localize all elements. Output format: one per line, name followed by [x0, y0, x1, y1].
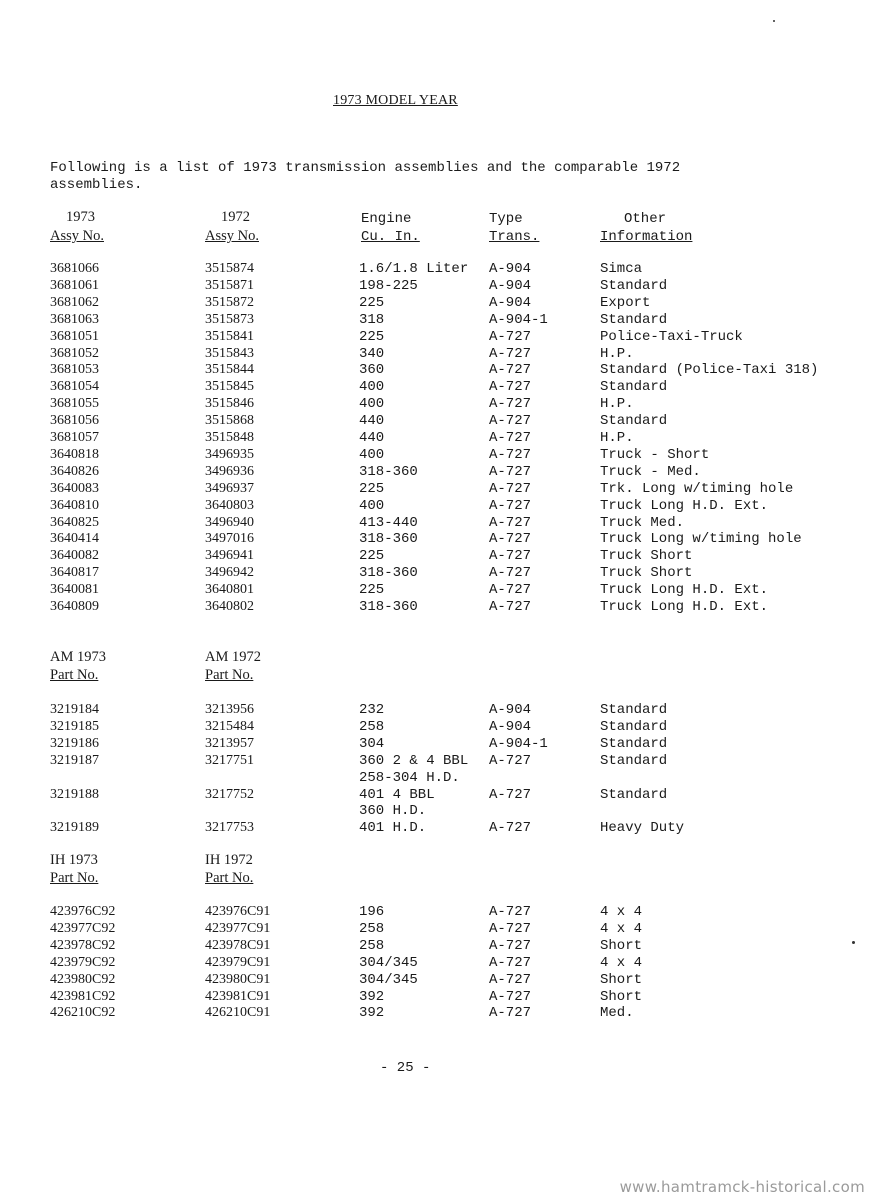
engine-cu-in-cell: 1.6/1.8 Liter — [359, 261, 469, 277]
other-info-cell: H.P. — [600, 345, 634, 362]
col1-header — [66, 208, 95, 226]
table-row — [0, 599, 871, 616]
trans-type-cell: A-727 — [489, 396, 532, 413]
trans-type-cell: A-727 — [489, 514, 532, 531]
table-row — [0, 770, 871, 787]
engine-cu-in-cell: 440 — [359, 413, 385, 430]
table-row — [0, 582, 871, 599]
assy-1973-cell: 3640817 — [50, 565, 99, 581]
engine-cu-in-cell: 360 H.D. — [359, 803, 427, 820]
trans-type-cell: A-727 — [489, 548, 532, 565]
assy-1973-cell: 3681055 — [50, 396, 99, 412]
trans-type-cell: A-727 — [489, 599, 532, 615]
col5-header-top: Other — [624, 211, 667, 227]
table-row — [0, 972, 871, 989]
assy-1972-cell: 3515844 — [205, 362, 254, 378]
assy-1973-cell: 3640082 — [50, 548, 99, 564]
engine-cu-in-cell: 318-360 — [359, 565, 418, 582]
other-info-cell: Truck - Short — [600, 446, 710, 463]
trans-type-cell: A-904-1 — [489, 311, 548, 328]
assy-1972-cell: 3217752 — [205, 786, 254, 802]
other-info-cell: Short — [600, 937, 643, 954]
assy-1973-cell: 3219185 — [50, 718, 99, 734]
engine-cu-in-cell: 225 — [359, 294, 385, 311]
table-row — [0, 820, 871, 837]
col1-header-bottom — [50, 227, 104, 245]
assy-1972-cell: 3640802 — [205, 599, 254, 614]
assy-1973-cell: 3681057 — [50, 430, 99, 445]
trans-type-cell: A-727 — [489, 379, 532, 396]
table-row — [0, 753, 871, 770]
engine-cu-in-cell: 225 — [359, 480, 385, 497]
engine-cu-in-cell: 318-360 — [359, 463, 418, 480]
ih-col2-header-top: IH 1972 — [205, 852, 253, 868]
assy-1972-cell: 423979C91 — [205, 954, 271, 970]
assy-1973-cell: 3219188 — [50, 786, 99, 802]
col3-header-label: Cu. In. — [361, 229, 420, 245]
other-info-cell: Heavy Duty — [600, 820, 685, 837]
assy-1973-cell: 423977C92 — [50, 920, 116, 936]
assy-1973-cell: 3219186 — [50, 735, 99, 751]
engine-cu-in-cell: 258 — [359, 718, 385, 735]
engine-cu-in-cell: 392 — [359, 988, 385, 1005]
intro-paragraph: Following is a list of 1973 transmission assemblies and the comparable 1972 assemblies. — [50, 160, 681, 193]
other-info-cell: Standard — [600, 786, 668, 803]
table-row — [0, 702, 871, 719]
assy-1973-cell: 3681056 — [50, 413, 99, 429]
engine-cu-in-cell: 392 — [359, 1005, 385, 1022]
assy-1972-cell: 3515868 — [205, 413, 254, 429]
table-row — [0, 413, 871, 430]
col4-header-label: Trans. — [489, 229, 540, 245]
table-row — [0, 565, 871, 582]
assy-1972-cell: 3515873 — [205, 311, 254, 327]
assy-1973-cell: 3681063 — [50, 311, 99, 327]
engine-cu-in-cell: 401 4 BBL — [359, 786, 435, 803]
table-row — [0, 531, 871, 548]
trans-type-cell: A-727 — [489, 1005, 532, 1022]
other-info-cell: Truck Short — [600, 548, 693, 565]
assy-1972-cell: 3515872 — [205, 294, 254, 310]
assy-1973-cell: 3681054 — [50, 379, 99, 395]
assy-1973-cell: 3681062 — [50, 294, 99, 310]
other-info-cell: Truck Med. — [600, 514, 685, 531]
table-row — [0, 295, 871, 312]
table-row — [0, 329, 871, 346]
col5-header — [600, 210, 692, 246]
trans-type-cell: A-727 — [489, 413, 532, 430]
table-row — [0, 447, 871, 464]
trans-type-cell: A-904 — [489, 277, 532, 294]
assy-1972-cell: 3217753 — [205, 820, 254, 836]
table-row — [0, 1005, 871, 1022]
assy-1972-cell: 3515841 — [205, 328, 254, 344]
other-info-cell: 4 x 4 — [600, 920, 643, 937]
table-row — [0, 989, 871, 1006]
other-info-cell: Standard — [600, 413, 668, 430]
ih-col1-header-top: IH 1973 — [50, 852, 98, 868]
trans-type-cell: A-727 — [489, 328, 532, 345]
trans-type-cell: A-727 — [489, 786, 532, 803]
trans-type-cell: A-904 — [489, 294, 532, 311]
ih-col1-header-label: Part No. — [50, 870, 99, 886]
assy-1972-cell: 3496936 — [205, 463, 254, 479]
other-info-cell: Standard — [600, 718, 668, 735]
engine-cu-in-cell: 318-360 — [359, 531, 418, 548]
assy-1973-cell: 423976C92 — [50, 904, 116, 919]
trans-type-cell: A-904 — [489, 261, 532, 277]
assy-1972-cell: 3215484 — [205, 718, 254, 734]
engine-cu-in-cell: 258 — [359, 937, 385, 954]
table-row — [0, 481, 871, 498]
am-col2-header-top: AM 1972 — [205, 649, 261, 665]
table-row — [0, 955, 871, 972]
other-info-cell: Short — [600, 988, 643, 1005]
col3-header-top: Engine — [361, 211, 412, 227]
trans-type-cell: A-727 — [489, 463, 532, 480]
table-row — [0, 719, 871, 736]
trans-type-cell: A-727 — [489, 430, 532, 446]
table-row — [0, 515, 871, 532]
assy-1973-cell: 3681053 — [50, 362, 99, 378]
trans-type-cell: A-727 — [489, 582, 532, 599]
other-info-cell: Standard (Police-Taxi 318) — [600, 362, 819, 379]
am-col1-header-label: Part No. — [50, 667, 99, 683]
other-info-cell: Truck Long w/timing hole — [600, 531, 802, 548]
assy-1972-cell: 3497016 — [205, 531, 254, 547]
col2-header-label: Assy No. — [205, 228, 259, 244]
trans-type-cell: A-727 — [489, 531, 532, 548]
ih-col1-header — [50, 851, 98, 887]
assy-1972-cell: 3640803 — [205, 497, 254, 513]
assy-1973-cell: 3681051 — [50, 328, 99, 344]
engine-cu-in-cell: 413-440 — [359, 514, 418, 531]
other-info-cell: Med. — [600, 1005, 634, 1022]
table-row — [0, 498, 871, 515]
table-row — [0, 261, 871, 278]
assy-1972-cell: 423981C91 — [205, 988, 271, 1004]
engine-cu-in-cell: 258-304 H.D. — [359, 769, 460, 786]
trans-type-cell: A-727 — [489, 988, 532, 1005]
trans-type-cell: A-727 — [489, 480, 532, 497]
other-info-cell: Simca — [600, 261, 643, 277]
other-info-cell: Short — [600, 971, 643, 988]
engine-cu-in-cell: 400 — [359, 396, 385, 413]
table-row — [0, 396, 871, 413]
table-row — [0, 278, 871, 295]
trans-type-cell: A-727 — [489, 362, 532, 379]
other-info-cell: Trk. Long w/timing hole — [600, 480, 794, 497]
assy-1973-cell: 3219189 — [50, 820, 99, 836]
engine-cu-in-cell: 440 — [359, 430, 385, 446]
assy-1972-cell: 3496941 — [205, 548, 254, 564]
other-info-cell: Truck Short — [600, 565, 693, 582]
other-info-cell: 4 x 4 — [600, 904, 643, 920]
other-info-cell: Truck Long H.D. Ext. — [600, 599, 769, 615]
table-row — [0, 362, 871, 379]
assy-1972-cell: 3515843 — [205, 345, 254, 361]
engine-cu-in-cell: 318-360 — [359, 599, 418, 615]
engine-cu-in-cell: 401 H.D. — [359, 820, 427, 837]
trans-type-cell: A-727 — [489, 565, 532, 582]
table-row — [0, 346, 871, 363]
assy-1973-cell: 3640818 — [50, 446, 99, 462]
assy-1972-cell: 3515871 — [205, 277, 254, 293]
assy-1972-cell: 3515846 — [205, 396, 254, 412]
other-info-cell: Standard — [600, 702, 668, 718]
trans-type-cell: A-727 — [489, 497, 532, 514]
other-info-cell: Truck Long H.D. Ext. — [600, 497, 769, 514]
engine-cu-in-cell: 225 — [359, 548, 385, 565]
assy-1973-cell: 3640809 — [50, 599, 99, 614]
col2-header-top: 1972 — [221, 209, 250, 225]
engine-cu-in-cell: 232 — [359, 702, 385, 718]
am-col2-header — [205, 648, 261, 684]
assy-1973-cell: 3681052 — [50, 345, 99, 361]
table-row — [0, 736, 871, 753]
trans-type-cell: A-727 — [489, 904, 532, 920]
assy-1972-cell: 423977C91 — [205, 920, 271, 936]
engine-cu-in-cell: 304/345 — [359, 971, 418, 988]
trans-type-cell: A-727 — [489, 345, 532, 362]
trans-type-cell: A-727 — [489, 937, 532, 954]
assy-1972-cell: 3496940 — [205, 514, 254, 530]
engine-cu-in-cell: 225 — [359, 328, 385, 345]
assy-1973-cell: 3640083 — [50, 480, 99, 496]
assy-1972-cell: 423980C91 — [205, 971, 271, 987]
col2-header — [221, 208, 250, 226]
assy-1973-cell: 423979C92 — [50, 954, 116, 970]
other-info-cell: Standard — [600, 379, 668, 396]
assy-1972-cell: 3640801 — [205, 582, 254, 598]
assy-1973-cell: 3681061 — [50, 277, 99, 293]
assy-1972-cell: 3213957 — [205, 735, 254, 751]
assy-1973-cell: 3640810 — [50, 497, 99, 513]
other-info-cell: Standard — [600, 735, 668, 752]
engine-cu-in-cell: 196 — [359, 904, 385, 920]
assy-1972-cell: 3515848 — [205, 430, 254, 445]
engine-cu-in-cell: 340 — [359, 345, 385, 362]
col1-header-label: Assy No. — [50, 228, 104, 244]
engine-cu-in-cell: 360 — [359, 362, 385, 379]
other-info-cell: Truck Long H.D. Ext. — [600, 582, 769, 599]
col2-header-bottom — [205, 227, 259, 245]
engine-cu-in-cell: 304 — [359, 735, 385, 752]
ih-col2-header-label: Part No. — [205, 870, 254, 886]
assy-1973-cell: 426210C92 — [50, 1005, 116, 1021]
assy-1972-cell: 3496942 — [205, 565, 254, 581]
ih-col2-header — [205, 851, 253, 887]
trans-type-cell: A-904-1 — [489, 735, 548, 752]
table-row — [0, 787, 871, 804]
other-info-cell: H.P. — [600, 430, 634, 446]
col4-header-top: Type — [489, 211, 523, 227]
table-row — [0, 430, 871, 447]
col3-header — [361, 210, 420, 246]
other-info-cell: 4 x 4 — [600, 954, 643, 971]
table-row — [0, 464, 871, 481]
assy-1972-cell: 3496935 — [205, 446, 254, 462]
other-info-cell: Standard — [600, 311, 668, 328]
trans-type-cell: A-727 — [489, 446, 532, 463]
assy-1972-cell: 3213956 — [205, 702, 254, 717]
col4-header — [489, 210, 539, 246]
assy-1972-cell: 3496937 — [205, 480, 254, 496]
engine-cu-in-cell: 318 — [359, 311, 385, 328]
engine-cu-in-cell: 400 — [359, 497, 385, 514]
assy-1973-cell: 3640414 — [50, 531, 99, 547]
engine-cu-in-cell: 360 2 & 4 BBL — [359, 752, 469, 769]
other-info-cell: Truck - Med. — [600, 463, 701, 480]
assy-1972-cell: 3515845 — [205, 379, 254, 395]
engine-cu-in-cell: 258 — [359, 920, 385, 937]
other-info-cell: Standard — [600, 277, 668, 294]
speck-mark — [773, 20, 775, 22]
col1-header-top: 1973 — [66, 209, 95, 225]
assy-1973-cell: 3681066 — [50, 261, 99, 276]
assy-1973-cell: 3640081 — [50, 582, 99, 598]
col5-header-label: Information — [600, 229, 693, 245]
trans-type-cell: A-904 — [489, 702, 532, 718]
watermark: www.hamtramck-historical.com — [619, 1178, 865, 1196]
am-col2-header-label: Part No. — [205, 667, 254, 683]
assy-1972-cell: 3217751 — [205, 752, 254, 768]
page-number: - 25 - — [380, 1060, 431, 1076]
trans-type-cell: A-727 — [489, 920, 532, 937]
trans-type-cell: A-727 — [489, 954, 532, 971]
table-row — [0, 938, 871, 955]
engine-cu-in-cell: 400 — [359, 379, 385, 396]
table-row — [0, 379, 871, 396]
trans-type-cell: A-727 — [489, 820, 532, 837]
table-row — [0, 548, 871, 565]
other-info-cell: Police-Taxi-Truck — [600, 328, 743, 345]
assy-1973-cell: 3640825 — [50, 514, 99, 530]
engine-cu-in-cell: 198-225 — [359, 277, 418, 294]
trans-type-cell: A-904 — [489, 718, 532, 735]
assy-1973-cell: 423981C92 — [50, 988, 116, 1004]
assy-1973-cell: 3640826 — [50, 463, 99, 479]
other-info-cell: Standard — [600, 752, 668, 769]
assy-1972-cell: 423978C91 — [205, 937, 271, 953]
other-info-cell: Export — [600, 294, 651, 311]
assy-1973-cell: 3219187 — [50, 752, 99, 768]
table-row — [0, 921, 871, 938]
trans-type-cell: A-727 — [489, 971, 532, 988]
engine-cu-in-cell: 400 — [359, 446, 385, 463]
page-title: 1973 MODEL YEAR — [333, 93, 458, 108]
assy-1972-cell: 423976C91 — [205, 904, 271, 919]
other-info-cell: H.P. — [600, 396, 634, 413]
am-col1-header-top: AM 1973 — [50, 649, 106, 665]
table-row — [0, 904, 871, 921]
speck-mark — [852, 941, 855, 944]
assy-1973-cell: 3219184 — [50, 702, 99, 717]
assy-1972-cell: 3515874 — [205, 261, 254, 276]
table-row — [0, 803, 871, 820]
table-row — [0, 312, 871, 329]
engine-cu-in-cell: 225 — [359, 582, 385, 599]
assy-1972-cell: 426210C91 — [205, 1005, 271, 1021]
am-col1-header — [50, 648, 106, 684]
engine-cu-in-cell: 304/345 — [359, 954, 418, 971]
trans-type-cell: A-727 — [489, 752, 532, 769]
assy-1973-cell: 423978C92 — [50, 937, 116, 953]
assy-1973-cell: 423980C92 — [50, 971, 116, 987]
